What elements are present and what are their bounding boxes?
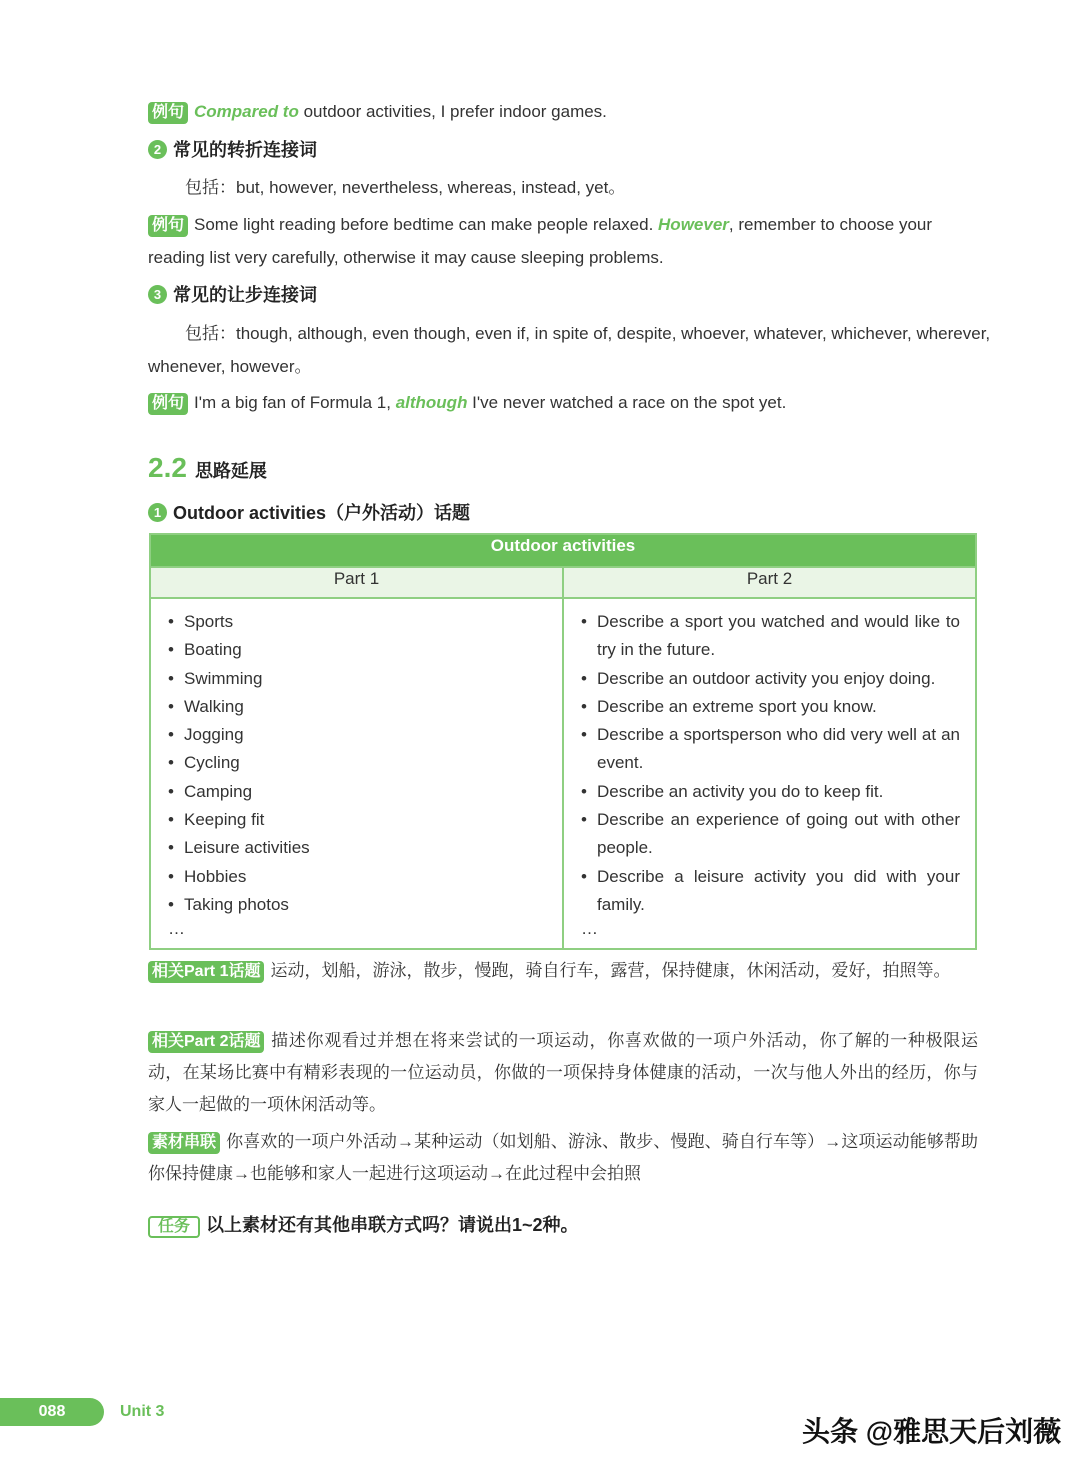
example-sentence-2	[148, 213, 932, 237]
include-list-concession-cont: whenever, however。	[148, 357, 312, 376]
part1-list	[152, 600, 561, 947]
page-number: 088	[0, 1398, 104, 1426]
material-text: 你喜欢的一项户外活动→某种运动（如划船、游泳、散步、慢跑、骑自行车等）→这项运动能够帮助你保持健康→也能够和家人一起进行这项运动→在此过程中会拍照	[148, 1132, 978, 1183]
part1-item: • Jogging	[168, 721, 547, 749]
unit-label: Unit 3	[120, 1403, 165, 1420]
part2-list	[565, 600, 974, 947]
part1-item: • Keeping fit	[168, 806, 547, 834]
example-badge: 例句	[148, 215, 188, 237]
part2-cell	[563, 598, 976, 949]
highlight-phrase: However	[658, 215, 729, 234]
related-part2-text: 描述你观看过并想在将来尝试的一项运动，你喜欢做的一项户外活动，你了解的一种极限运动，在某场比赛中有精彩表现的一位运动员，你做的一项保持身体健康的活动，一次与他人外出的经历，你与家人一起做的一项休闲活动等。	[148, 1031, 978, 1114]
part2-item: • Describe a leisure activity you did with your family.	[581, 863, 960, 920]
highlight-phrase: Compared to	[194, 102, 299, 121]
include-list-contrast	[185, 176, 625, 200]
task	[148, 1212, 579, 1238]
example-text: , remember to choose your	[728, 215, 933, 234]
related-part2-badge: 相关Part 2话题	[148, 1031, 264, 1053]
ellipsis: …	[581, 919, 598, 939]
ellipsis: …	[168, 919, 185, 939]
include-label: 包括：	[185, 178, 236, 197]
example-text: I'm a big fan of Formula 1,	[194, 393, 396, 412]
topic-heading	[148, 500, 470, 526]
section-title-2-2	[148, 452, 267, 484]
section-title: 思路延展	[194, 461, 267, 481]
part1-item: • Hobbies	[168, 863, 547, 891]
part2-item: • Describe an experience of going out with other people.	[581, 806, 960, 863]
part2-item: • Describe an outdoor activity you enjoy doing.	[581, 665, 960, 693]
part1-cell	[150, 598, 563, 949]
part1-item: • Taking photos	[168, 891, 547, 919]
include-label: 包括：	[185, 324, 236, 343]
task-text: 以上素材还有其他串联方式吗？请说出1~2种。	[206, 1215, 579, 1235]
part2-item: • Describe an activity you do to keep fit.	[581, 778, 960, 806]
example-badge: 例句	[148, 102, 188, 124]
material-badge: 素材串联	[148, 1132, 220, 1154]
column-header-part1: Part 1	[150, 567, 563, 598]
example-sentence-2-cont: reading list very carefully, otherwise it may cause sleeping problems.	[148, 248, 664, 267]
highlight-phrase: although	[395, 393, 468, 412]
column-header-part2: Part 2	[563, 567, 976, 598]
task-badge: 任务	[148, 1216, 200, 1238]
related-part1	[148, 955, 978, 987]
include-text: but, however, nevertheless, whereas, instead, yet。	[236, 178, 626, 197]
example-text: outdoor activities, I prefer indoor games.	[298, 102, 607, 121]
table-header: Outdoor activities	[150, 534, 976, 567]
example-sentence-3	[148, 391, 786, 415]
part1-item: • Boating	[168, 636, 547, 664]
part1-item: • Sports	[168, 608, 547, 636]
related-part2	[148, 1025, 978, 1121]
topic-title: Outdoor activities（户外活动）话题	[173, 503, 471, 523]
include-list-concession	[185, 322, 990, 346]
number-circle-icon: 2	[148, 140, 167, 159]
material-chain	[148, 1126, 978, 1190]
example-sentence-1	[148, 100, 607, 124]
part1-item: • Swimming	[168, 665, 547, 693]
part2-item: • Describe an extreme sport you know.	[581, 693, 960, 721]
watermark: 头条 @雅思天后刘薇	[802, 1416, 1062, 1447]
part2-item: • Describe a sportsperson who did very well at an event.	[581, 721, 960, 778]
part2-item: • Describe a sport you watched and would like to try in the future.	[581, 608, 960, 665]
example-badge: 例句	[148, 393, 188, 415]
part1-item: • Camping	[168, 778, 547, 806]
related-part1-text: 运动，划船，游泳，散步，慢跑，骑自行车，露营，保持健康，休闲活动，爱好，拍照等。	[270, 961, 951, 980]
section-heading-contrast	[148, 137, 317, 163]
heading-text: 常见的转折连接词	[173, 140, 317, 160]
part1-item: • Walking	[168, 693, 547, 721]
example-text: Some light reading before bedtime can make people relaxed.	[194, 215, 659, 234]
number-circle-icon: 1	[148, 503, 167, 522]
section-heading-concession	[148, 282, 317, 308]
part1-item: • Cycling	[168, 749, 547, 777]
related-part1-badge: 相关Part 1话题	[148, 961, 264, 983]
section-number: 2.2	[148, 452, 187, 483]
heading-text: 常见的让步连接词	[173, 285, 317, 305]
number-circle-icon: 3	[148, 285, 167, 304]
include-text: though, although, even though, even if, in spite of, despite, whoever, whatever, whichever, wherever,	[236, 324, 991, 343]
outdoor-activities-table	[149, 533, 977, 950]
part1-item: • Leisure activities	[168, 834, 547, 862]
example-text: I've never watched a race on the spot yet.	[467, 393, 787, 412]
